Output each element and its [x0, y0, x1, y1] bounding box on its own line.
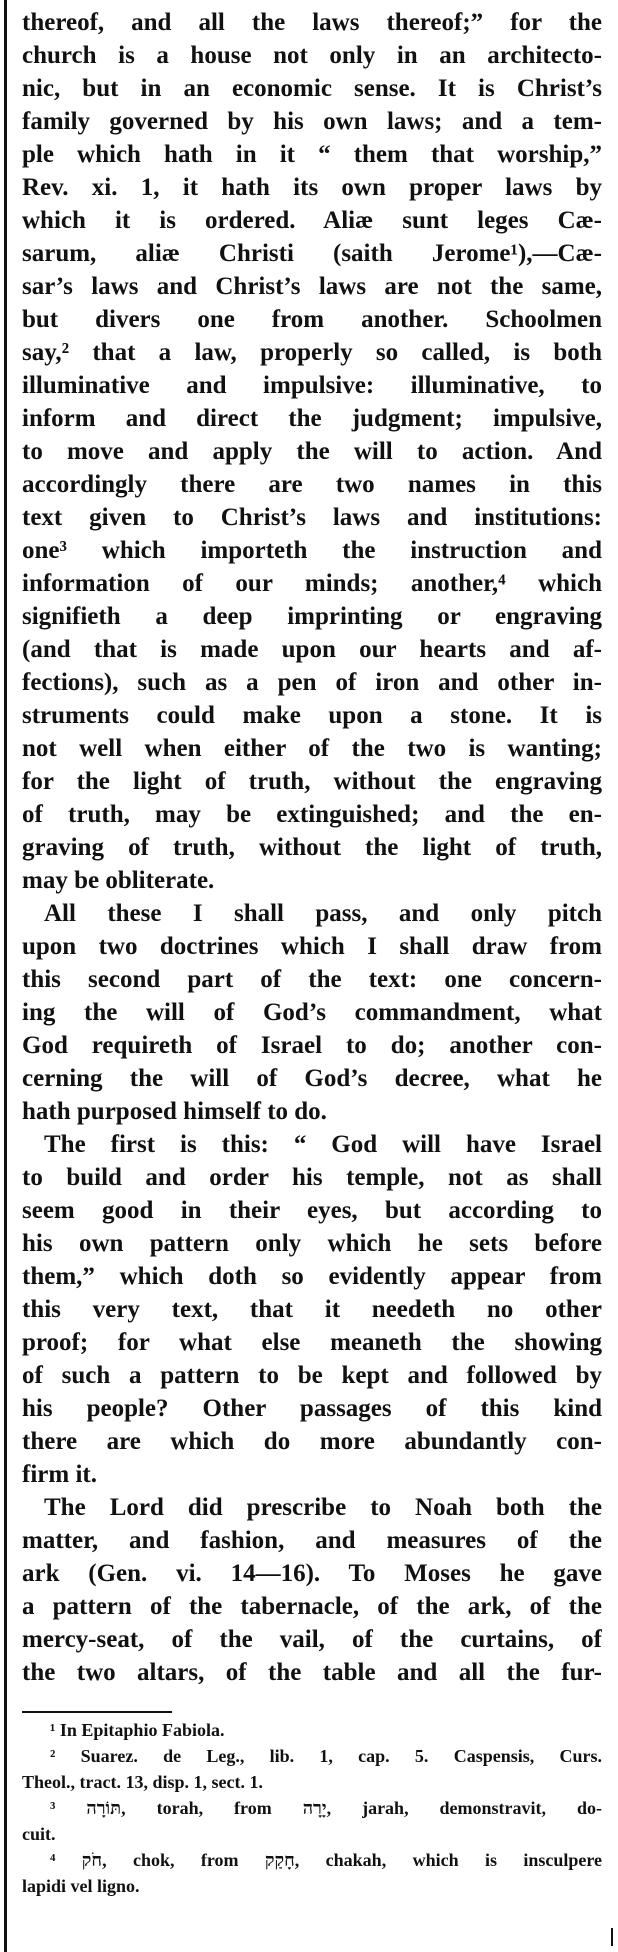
footnote-line: ⁴ חֹק, chok, from חָקַק, chakah, which is insculpere [50, 1850, 602, 1870]
text-line: his own pattern only which he sets before [22, 1230, 602, 1257]
text-line: his people? Other passages of this kind [22, 1395, 602, 1422]
footnote-line: Theol., tract. 13, disp. 1, sect. 1. [22, 1772, 263, 1792]
text-line: accordingly there are two names in this [22, 471, 602, 498]
text-line: (and that is made upon our hearts and af- [22, 636, 602, 663]
text-line: one³ which importeth the instruction and [22, 537, 602, 564]
text-column [22, 6, 602, 1899]
text-line: God requireth of Israel to do; another con- [22, 1032, 602, 1059]
footnotes [22, 1717, 602, 1899]
text-line: signifieth a deep imprinting or engraving [22, 603, 602, 630]
text-line: to build and order his temple, not as shall [22, 1164, 602, 1191]
text-line: a pattern of the tabernacle, of the ark, of the [22, 1593, 602, 1620]
text-line: hath purposed himself to do. [22, 1098, 327, 1125]
text-line: nic, but in an economic sense. It is Christ’s [22, 75, 602, 102]
text-line: The Lord did prescribe to Noah both the [44, 1494, 602, 1521]
text-line: family governed by his own laws; and a tem- [22, 108, 602, 135]
text-line: upon two doctrines which I shall draw from [22, 933, 602, 960]
text-line: sar’s laws and Christ’s laws are not the same, [22, 273, 602, 300]
text-line: which it is ordered. Aliæ sunt leges Cæ- [22, 207, 602, 234]
text-line: The first is this: “ God will have Israel [44, 1131, 602, 1158]
text-line: them,” which doth so evidently appear from [22, 1263, 602, 1290]
text-line: to move and apply the will to action. And [22, 438, 602, 465]
text-line: may be obliterate. [22, 867, 215, 894]
text-line: firm it. [22, 1461, 97, 1488]
text-line: the two altars, of the table and all the fur- [22, 1659, 602, 1686]
text-line: Rev. xi. 1, it hath its own proper laws by [22, 174, 602, 201]
body-text [22, 6, 602, 1689]
text-line: fections), such as a pen of iron and other in- [22, 669, 602, 696]
text-line: church is a house not only in an architecto- [22, 42, 602, 69]
text-line: sarum, aliæ Christi (saith Jerome¹),—Cæ- [22, 240, 602, 267]
text-line: seem good in their eyes, but according to [22, 1197, 602, 1224]
right-margin-mark [611, 1928, 613, 1946]
text-line: of truth, may be extinguished; and the en- [22, 801, 602, 828]
footnote-line: cuit. [22, 1824, 56, 1844]
text-line: not well when either of the two is wanting; [22, 735, 602, 762]
footnote-line: ² Suarez. de Leg., lib. 1, cap. 5. Caspensis, Curs. [50, 1746, 602, 1766]
text-line: ple which hath in it “ them that worship,” [22, 141, 602, 168]
text-line: inform and direct the judgment; impulsive, [22, 405, 602, 432]
text-line: but divers one from another. Schoolmen [22, 306, 602, 333]
text-line: information of our minds; another,⁴ which [22, 570, 602, 597]
footnote-line: ¹ In Epitaphio Fabiola. [50, 1720, 225, 1740]
text-line: matter, and fashion, and measures of the [22, 1527, 602, 1554]
text-line: for the light of truth, without the engraving [22, 768, 602, 795]
text-line: mercy-seat, of the vail, of the curtains, of [22, 1626, 602, 1653]
text-line: text given to Christ’s laws and institutions: [22, 504, 602, 531]
footnote-separator [22, 1711, 172, 1713]
text-line: thereof, and all the laws thereof;” for the [22, 9, 602, 36]
footnote-line: ³ תּוֹרָה, torah, from יָרָה, jarah, demonstravit, do- [50, 1798, 602, 1818]
text-line: ark (Gen. vi. 14—16). To Moses he gave [22, 1560, 602, 1587]
text-line: this very text, that it needeth no other [22, 1296, 602, 1323]
footnote-line: lapidi vel ligno. [22, 1876, 140, 1896]
text-line: struments could make upon a stone. It is [22, 702, 602, 729]
text-line: All these I shall pass, and only pitch [44, 900, 602, 927]
text-line: proof; for what else meaneth the showing [22, 1329, 602, 1356]
text-line: this second part of the text: one concern- [22, 966, 602, 993]
text-line: say,² that a law, properly so called, is both [22, 339, 602, 366]
left-column-rule [4, 0, 7, 1952]
text-line: graving of truth, without the light of truth, [22, 834, 602, 861]
text-line: cerning the will of God’s decree, what he [22, 1065, 602, 1092]
text-line: there are which do more abundantly con- [22, 1428, 602, 1455]
text-line: illuminative and impulsive: illuminative, to [22, 372, 602, 399]
text-line: ing the will of God’s commandment, what [22, 999, 602, 1026]
text-line: of such a pattern to be kept and followed by [22, 1362, 602, 1389]
